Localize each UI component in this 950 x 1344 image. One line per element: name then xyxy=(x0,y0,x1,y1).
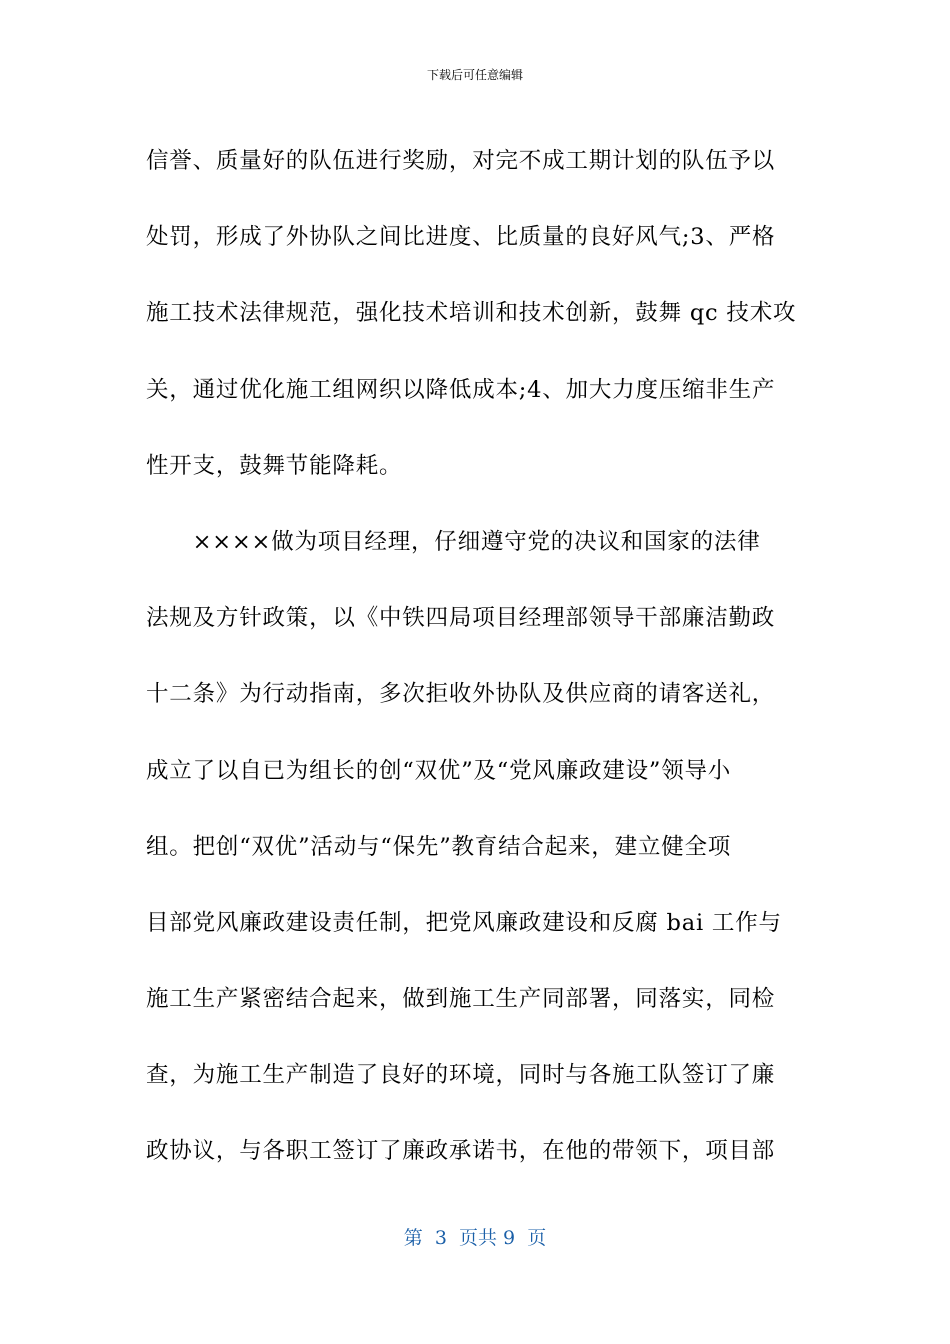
text-line: 性开支，鼓舞节能降耗。 xyxy=(146,452,403,479)
text-line: 关，通过优化施工组网织以降低成本;4、加大力度压缩非生产 xyxy=(146,376,776,403)
text-line: 政协议，与各职工签订了廉政承诺书，在他的带领下，项目部 xyxy=(146,1138,776,1165)
page-number: 第 3 页共 9 页 xyxy=(403,1227,547,1249)
text-line: 处罚，形成了外协队之间比进度、比质量的良好风气;3、严格 xyxy=(146,224,776,251)
text-line: 目部党风廉政建设责任制，把党风廉政建设和反腐 bai 工作与 xyxy=(146,909,782,936)
text-line: 信誉、质量好的队伍进行奖励，对完不成工期计划的队伍予以 xyxy=(146,148,776,174)
body-text xyxy=(146,123,806,1190)
text-line: 法规及方针政策，以《中铁四局项目经理部领导干部廉洁勤政 xyxy=(146,605,776,632)
text-line: ××××做为项目经理，仔细遵守党的决议和国家的法律 xyxy=(146,528,761,555)
text-line: 组。把创“双优”活动与“保先”教育结合起来，建立健全项 xyxy=(146,833,732,860)
text-line: 施工技术法律规范，强化技术培训和技术创新，鼓舞 qc 技术攻 xyxy=(146,300,797,327)
text-line: 施工生产紧密结合起来，做到施工生产同部署，同落实，同检 xyxy=(146,986,776,1013)
text-line: 十二条》为行动指南，多次拒收外协队及供应商的请客送礼， xyxy=(146,681,776,708)
text-line: 查，为施工生产制造了良好的环境，同时与各施工队签订了廉 xyxy=(146,1062,776,1089)
text-line: 成立了以自已为组长的创“双优”及“党风廉政建设”领导小 xyxy=(146,757,732,784)
header-note: 下载后可任意编辑 xyxy=(426,68,523,82)
